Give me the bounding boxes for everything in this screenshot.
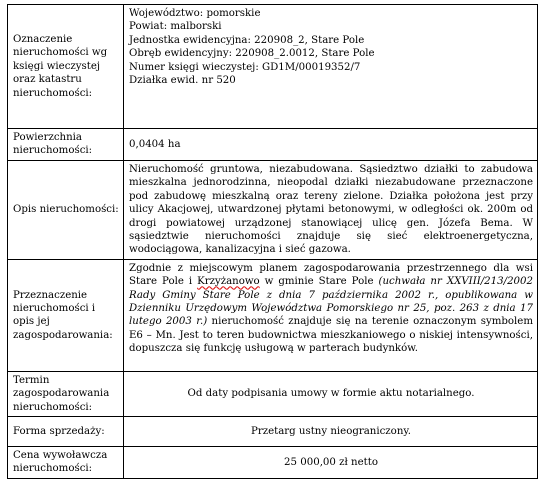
value-przeznaczenie	[124, 259, 538, 371]
label-opis: Opis nieruchomości:	[8, 161, 124, 260]
line-dzialka: Działka ewid. nr 520	[129, 75, 236, 87]
value-termin: Od daty podpisania umowy w formie aktu notarialnego.	[124, 371, 538, 416]
line-powiat: Powiat: malborski	[129, 21, 222, 33]
table-row	[8, 5, 538, 129]
label-powierzchnia: Powierzchnia nieruchomości:	[8, 129, 124, 161]
value-cena: 25 000,00 zł netto	[124, 447, 538, 479]
value-forma: Przetarg ustny nieograniczony.	[124, 417, 538, 447]
przeznaczenie-outro: nieruchomość znajduje się na terenie oznaczonym symbolem E6 – Mn. Jest to teren budownictwa mieszkaniowego o niskiej intensywności, dopuszcza się funkcję usługową w parterach budynków.	[129, 316, 533, 355]
line-jednostka: Jednostka ewidencyjna: 220908_2, Stare Pole	[129, 34, 365, 46]
label-cena: Cena wywoławcza nieruchomości:	[8, 447, 124, 479]
value-oznaczenie	[124, 5, 538, 129]
label-termin: Termin zagospodarowania nieruchomości:	[8, 371, 124, 416]
value-opis: Nieruchomość gruntowa, niezabudowana. Sąsiedztwo działki to zabudowa mieszkalna jednorodzinna, nieopodal działki niezabudowane przeznaczone pod zabudowę mieszkalną oraz tereny zielone. Działka położona jest przy ulicy Akacjowej, utwardzonej płytami betonowymi, w odległości ok. 200m od drogi powiatowej urządzonej stanowiącej ulicę gen. Józefa Bema. W sąsiedztwie nieruchomości znajduje się sieć elektroenergetyczna, wodociągowa, kanalizacyjna i sieć gazowa.	[124, 161, 538, 260]
line-ksiega: Numer księgi wieczystej: GD1M/00019352/7	[129, 61, 361, 73]
line-wojewodztwo: Województwo: pomorskie	[129, 8, 261, 19]
property-table	[7, 4, 538, 479]
przeznaczenie-mid: w gminie Stare Pole	[259, 276, 379, 288]
przeznaczenie-underlined: Krzyżanowo	[197, 276, 260, 288]
clipped-bottom-text	[0, 460, 546, 467]
table-row	[8, 259, 538, 371]
table-row	[8, 161, 538, 260]
table-row	[8, 417, 538, 447]
table-row	[8, 371, 538, 416]
label-forma: Forma sprzedaży:	[8, 417, 124, 447]
label-przeznaczenie: Przeznaczenie nieruchomości i opis jej zagospodarowania:	[8, 259, 124, 371]
line-obreb: Obręb ewidencyjny: 220908_2.0012, Stare Pole	[129, 48, 375, 60]
value-powierzchnia: 0,0404 ha	[124, 129, 538, 161]
label-oznaczenie: Oznaczenie nieruchomości wg księgi wieczystej oraz katastru nieruchomości:	[8, 5, 124, 129]
przeznaczenie-intro: Zgodnie z miejscowym planem zagospodarowania przestrzennego dla wsi Stare Pole i	[129, 262, 533, 288]
przeznaczenie-italic: (uchwała nr XXVIII/213/2002 Rady Gminy Stare Pole z dnia 7 października 2002 r., opublikowana w Dzienniku Urzędowym Województwa Pomorskiego nr 25, poz. 263 z dnia 17 lutego 2003 r.)	[129, 276, 533, 328]
table-row	[8, 129, 538, 161]
